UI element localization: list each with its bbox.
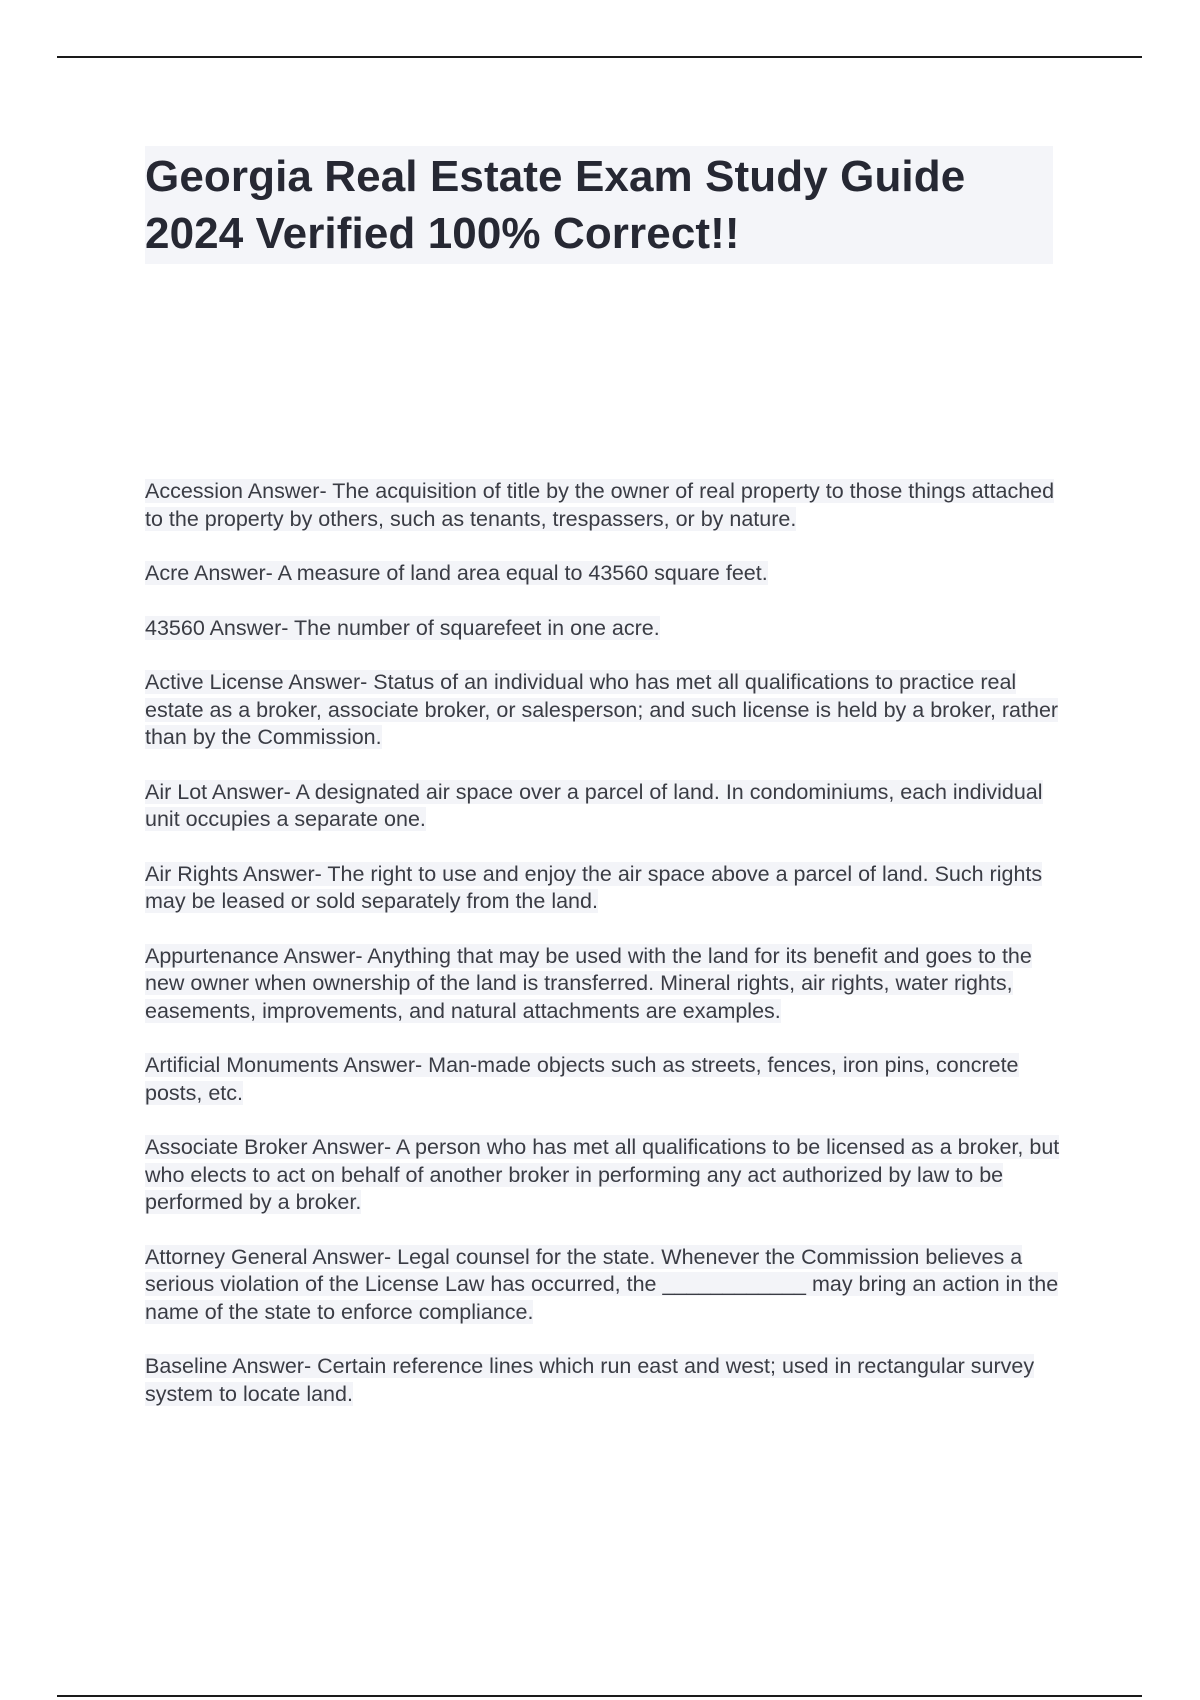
glossary-entry-43560: 43560 Answer- The number of squarefeet in one acre.: [145, 615, 660, 640]
glossary-entry-active-license: Active License Answer- Status of an individual who has met all qualifications to practice real estate as a broker, associate broker, or salesperson; and such license is held by a broker, rather than by the Commission.: [145, 670, 1059, 749]
glossary-entry-attorney-general: Attorney General Answer- Legal counsel for the state. Whenever the Commission believes a serious violation of the License Law has occurred, the ____________ may bring an action in the name of the state to enforce compliance.: [145, 1244, 1059, 1324]
title-block: [145, 146, 1053, 264]
glossary-entry-associate-broker: Associate Broker Answer- A person who has met all qualifications to be licensed as a broker, but who elects to act on behalf of another broker in performing any act authorized by law to be performed by a broker.: [145, 1135, 1060, 1214]
bottom-rule: [57, 1695, 1142, 1697]
document-title: [145, 146, 1053, 264]
glossary-entry-acre: Acre Answer- A measure of land area equal to 43560 square feet.: [145, 561, 768, 585]
glossary-entry-artificial-monuments: Artificial Monuments Answer- Man-made objects such as streets, fences, iron pins, concrete posts, etc.: [145, 1053, 1019, 1105]
title-line-1: Georgia Real Estate Exam Study Guide: [145, 152, 966, 201]
glossary-entry-accession: Accession Answer- The acquisition of title by the owner of real property to those things attached to the property by others, such as tenants, trespassers, or by nature.: [145, 479, 1055, 531]
glossary-entry-air-rights: Air Rights Answer- The right to use and enjoy the air space above a parcel of land. Such rights may be leased or sold separately from the land.: [145, 861, 1043, 913]
title-line-2: 2024 Verified 100% Correct!!: [145, 209, 740, 258]
glossary-entry-appurtenance: Appurtenance Answer- Anything that may be used with the land for its benefit and goes to the new owner when ownership of the land is transferred. Mineral rights, air rights, water rights, easements, improvements, and natural attachments are examples.: [145, 943, 1032, 1023]
glossary-entry-air-lot: Air Lot Answer- A designated air space over a parcel of land. In condominiums, each individual unit occupies a separate one.: [145, 779, 1043, 831]
glossary-entry-baseline: Baseline Answer- Certain reference lines which run east and west; used in rectangular survey system to locate land.: [145, 1354, 1035, 1406]
top-rule: [57, 56, 1142, 58]
glossary-list: [145, 478, 1075, 1435]
